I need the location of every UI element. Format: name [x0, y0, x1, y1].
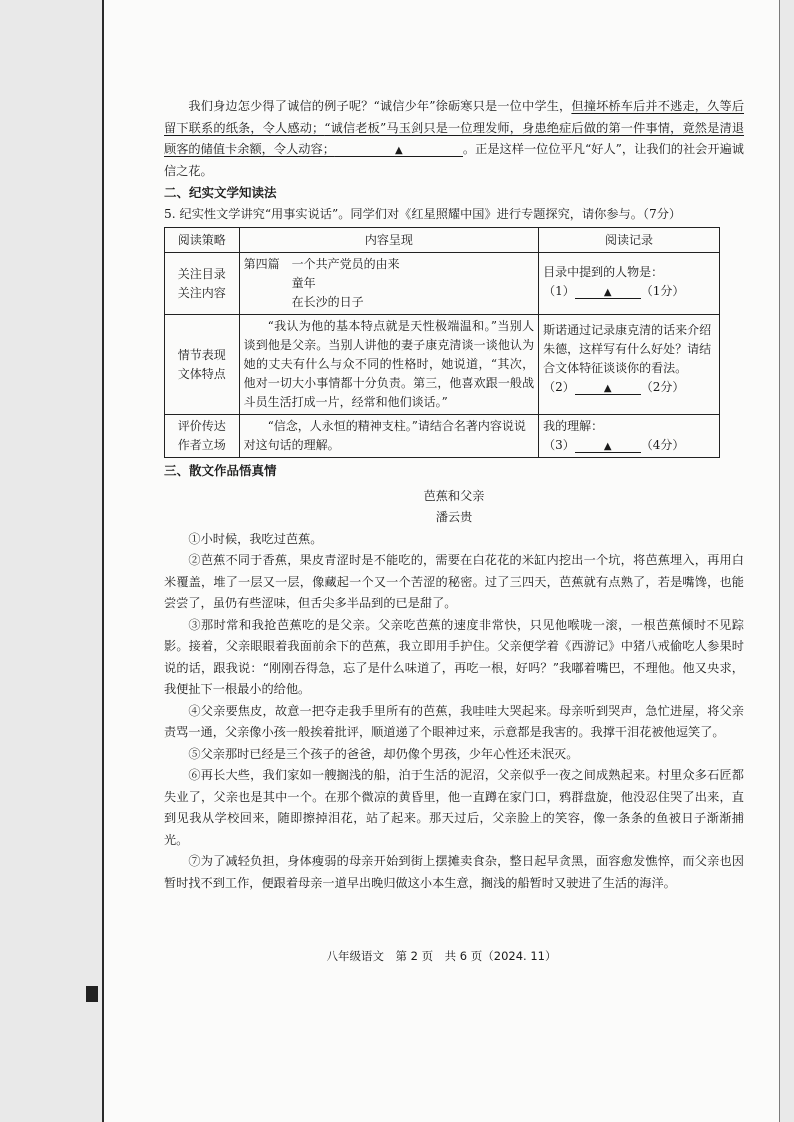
row2-record: 斯诺通过记录康克清的话来介绍朱德，这样写有什么好处？请结合文体特征谈谈你的看法。 （2） ▲ （2分）: [539, 315, 720, 415]
row3-answer-line: （3） ▲ （4分）: [543, 438, 685, 452]
essay-paragraph: ④父亲要焦皮，故意一把夺走我手里所有的芭蕉，我哇哇大哭起来。母亲听到哭声，急忙进屋，将父亲责骂一通，父亲像小孩一般挨着批评，顺道递了个眼神过来，示意都是我害的。我撑干泪花被他逗笑了。: [164, 703, 744, 739]
table-header-row: [165, 228, 720, 253]
table-row: [165, 253, 720, 315]
header-strategy: 阅读策略: [165, 228, 240, 253]
answer-blank-1[interactable]: [575, 284, 641, 299]
exam-page: [102, 0, 780, 1122]
answer-blank[interactable]: [335, 142, 463, 157]
answer-blank-3[interactable]: [575, 438, 641, 453]
essay-paragraph: ②芭蕉不同于香蕉，果皮青涩时是不能吃的，需要在白花花的米缸内挖出一个坑，将芭蕉埋入，再用白米覆盖，堆了一层又一层，像藏起一个又一个苦涩的秘密。过了三四天，芭蕉就有点熟了，若是嘴馋，也能尝尝了，虽仍有些涩味，但舌尖多半品到的已是甜了。: [164, 553, 744, 610]
essay-paragraph: ⑦为了减轻负担，身体瘦弱的母亲开始到街上摆摊卖食杂，整日起早贪黑，面容愈发憔悴，而父亲也因暂时找不到工作，便跟着母亲一道早出晚归做这小本生意，搁浅的船暂时又驶进了生活的海洋。: [164, 854, 744, 890]
section-3-title: 三、散文作品悟真情: [164, 463, 277, 478]
row1-answer-line: （1） ▲ （1分）: [543, 284, 685, 298]
essay-title: 芭蕉和父亲: [423, 488, 485, 503]
table-row: [165, 315, 720, 415]
question-5: 5. 纪实性文学讲究“用事实说话”。同学们对《红星照耀中国》进行专题探究，请你参与。（7分）: [164, 206, 682, 221]
essay-paragraph: ①小时候，我吃过芭蕉。: [188, 531, 323, 546]
essay-author: 潘云贵: [435, 510, 473, 524]
intro-text-4: 。正是这样一位位平凡“好人”，让我们的社会开遍诚信之花。: [164, 142, 744, 178]
essay-paragraph: ⑥再长大些，我们家如一艘搁浅的船，泊于生活的泥沼，父亲似乎一夜之间成熟起来。村里众多石匠都失业了，父亲也是其中一个。在那个微凉的黄昏里，他一直蹲在家门口，鸦群盘旋，他没忍住哭了出来，直到见我从学校回来，随即擦掉泪花，站了起来。那天过后，父亲脸上的笑容，像一条条的鱼被日子渐渐捕光。: [164, 768, 744, 847]
scan-corner-mark: [86, 986, 98, 1002]
page-footer: 八年级语文 第 2 页 共 6 页（2024. 11）: [326, 949, 557, 963]
row3-content: “信念，人永恒的精神支柱。”请结合名著内容说说对这句话的理解。: [239, 415, 538, 458]
blank-marker-icon: ▲: [395, 145, 403, 156]
section-2-title: 二、纪实文学知读法: [164, 185, 277, 200]
answer-blank-2[interactable]: [575, 380, 641, 395]
intro-text-1: 我们身边怎少得了诚信的例子呢？“诚信少年”徐砺寒只是一位中学生，: [188, 99, 572, 113]
reading-record-table: [164, 227, 720, 458]
page-content: [164, 96, 744, 894]
intro-underlined-1: 但撞坏桥车后并不逃走，久等后留下联系的纸条，令人感动；: [164, 99, 745, 135]
essay-paragraph: ③那时常和我抢芭蕉吃的是父亲。父亲吃芭蕉的速度非常快，只见他喉咙一滚，一根芭蕉倾时不见踪影。接着，父亲眼眼着我面前余下的芭蕉，我立即用手护住。父亲便学着《西游记》中猪八戒偷吃人参果时说的话，跟我说：“刚刚吞得急，忘了是什么味道了，再吃一根，好吗？”我嘟着嘴巴，不理他。他又央求，我便扯下一根最小的给他。: [164, 617, 744, 696]
essay-paragraph: ⑤父亲那时已经是三个孩子的爸爸，却仍像个男孩，少年心性还未泯灭。: [188, 746, 579, 761]
header-record: 阅读记录: [539, 228, 720, 253]
row1-strategy: 关注目录 关注内容: [165, 253, 240, 315]
intro-underlined-2: “诚信老板”马玉剑只是一位理发师，身患绝症后做的第一件事情，竟然是清退顾客的储值卡余额，令人动容；: [164, 120, 745, 156]
blank-marker-icon: ▲: [603, 441, 612, 452]
table-row: [165, 415, 720, 458]
blank-marker-icon: ▲: [603, 383, 612, 394]
intro-paragraph: [164, 96, 744, 182]
row3-record: 我的理解： （3） ▲ （4分）: [539, 415, 720, 458]
row2-answer-line: （2） ▲ （2分）: [543, 380, 685, 394]
row2-content: “我认为他的基本特点就是天性极端温和。”当别人谈到他是父亲。当别人讲他的妻子康克清谈一谈他认为她的丈夫有什么与众不同的性格时，她说道，“其次，他对一切大小事情都十分负责。第三，他喜欢跟一般战斗员生活打成一片，经常和他们谈话。”: [239, 315, 538, 415]
row2-strategy: 情节表现 文体特点: [165, 315, 240, 415]
blank-marker-icon: ▲: [603, 287, 612, 298]
row1-record: 目录中提到的人物是： （1） ▲ （1分）: [539, 253, 720, 315]
row3-strategy: 评价传达 作者立场: [165, 415, 240, 458]
header-content: 内容呈现: [239, 228, 538, 253]
row1-content: 第四篇 一个共产党员的由来 童年 在长沙的日子: [239, 253, 538, 315]
